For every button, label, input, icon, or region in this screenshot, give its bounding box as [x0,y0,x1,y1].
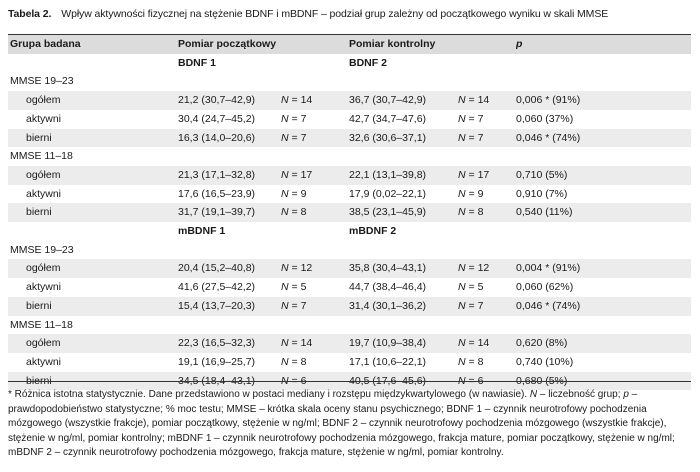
p-value: 0,680 (5%) [516,372,691,391]
initial-value: 16,3 (14,0–20,6) [178,129,281,148]
subheader-bdnf-1: BDNF 1 [178,56,216,69]
subheader-row-mbdnf [8,222,691,241]
control-value: 17,9 (0,02–22,1) [349,187,427,200]
row-label: bierni [8,129,178,148]
table-footnote [8,388,692,461]
initial-value: 19,1 (16,9–25,7) [178,355,256,368]
control-n: N = 7 [458,297,516,316]
footnote-n-symbol: N [529,389,538,400]
initial-value: 21,2 (30,7–42,9) [178,91,281,110]
control-n: N = 12 [458,259,516,278]
row-label: bierni [8,297,178,316]
initial-n: N = 12 [281,259,349,278]
initial-n: N = 6 [281,372,349,391]
p-value: 0,046 * (74%) [516,129,691,148]
p-value: 0,060 (37%) [516,112,574,125]
table-row [8,297,691,316]
control-n: N = 7 [458,112,484,125]
p-value: 0,710 (5%) [516,166,691,185]
header-p: p [516,35,691,54]
initial-value: 20,4 (15,2–40,8) [178,259,281,278]
group-row [8,147,691,166]
footnote-p-symbol: p [623,389,629,400]
subheader-mbdnf-2: mBDNF 2 [349,225,397,238]
table-row [8,110,691,129]
initial-value: 17,6 (16,5–23,9) [178,187,256,200]
initial-n: N = 5 [281,281,307,294]
control-n: N = 5 [458,281,484,294]
initial-value: 34,5 (18,4–43,1) [178,372,281,391]
table-caption-title: Wpływ aktywności fizycznej na stężenie BDNF i mBDNF – podział grup zależny od początkowego wyniku w skali MMSE [61,8,609,20]
table-row [8,353,691,372]
initial-value: 21,3 (17,1–32,8) [178,166,281,185]
results-table [8,35,691,390]
row-label: ogółem [8,166,178,185]
row-label: aktywni [26,355,62,368]
table-caption [8,8,608,20]
p-value: 0,620 (8%) [516,334,691,353]
table-row [8,278,691,297]
group-row [8,316,691,335]
p-value: 0,540 (11%) [516,203,691,222]
initial-n: N = 14 [281,91,349,110]
row-label: bierni [8,203,178,222]
initial-n: N = 9 [281,187,307,200]
table-row [8,166,691,185]
row-label: ogółem [8,259,178,278]
footnote-line1-tail: – liczebność grup; [539,389,621,400]
group-label: MMSE 11–18 [10,150,73,163]
table-row [8,334,691,353]
header-initial: Pomiar początkowy [178,35,349,54]
initial-n: N = 7 [281,297,349,316]
footnote-definitions: – prawdopodobieństwo statystyczne; % moc testu; MMSE – krótka skala oceny stanu psychicznego; BDNF 1 – czynnik neurotrofowy pochodzenia mózgowego (wszystkie frakcje), pomiar początkowy, stężenie w ng/ml; BDNF 2 – czynnik neurotrofowy pochodzenia mózgowego (wszystkie frakcje), stężenie w ng/ml, pomiar kontrolny; mBDNF 1 – czynnik neurotrofowy pochodzenia mózgowego, frakcja mature, pomiar początkowy, stężenie w ng/ml; mBDNF 2 – czynnik neurotrofowy pochodzenia mózgowego, frakcja mature, stężenie w ng/ml, pomiar kontrolny. [8,389,675,459]
row-label: ogółem [8,334,178,353]
group-label: MMSE 11–18 [10,318,73,331]
header-control: Pomiar kontrolny [349,35,516,54]
p-value: 0,006 * (91%) [516,91,691,110]
control-n: N = 9 [458,187,484,200]
control-value: 31,4 (30,1–36,2) [349,297,458,316]
control-n: N = 7 [458,129,516,148]
initial-n: N = 14 [281,334,349,353]
p-value: 0,004 * (91%) [516,259,691,278]
initial-n: N = 7 [281,112,307,125]
subheader-bdnf-2: BDNF 2 [349,56,387,69]
initial-n: N = 7 [281,129,349,148]
p-value: 0,740 (10%) [516,355,574,368]
row-label: aktywni [26,281,62,294]
initial-n: N = 17 [281,166,349,185]
control-value: 17,1 (10,6–22,1) [349,355,427,368]
group-row [8,72,691,91]
initial-value: 15,4 (13,7–20,3) [178,297,281,316]
row-label: bierni [8,372,178,391]
footnote-line1: * Różnica istotna statystycznie. Dane przedstawiono w postaci mediany i rozstępu międzykwartylowego (w nawiasie). [8,389,528,400]
control-n: N = 8 [458,203,516,222]
subheader-mbdnf-1: mBDNF 1 [178,225,226,238]
table-bottom-rule [8,381,691,382]
control-value: 44,7 (38,4–46,4) [349,281,427,294]
table-row [8,203,691,222]
initial-n: N = 8 [281,355,307,368]
control-n: N = 14 [458,334,516,353]
control-n: N = 14 [458,91,516,110]
initial-value: 30,4 (24,7–45,2) [178,112,256,125]
group-label: MMSE 19–23 [10,243,74,256]
control-value: 19,7 (10,9–38,4) [349,334,458,353]
control-value: 32,6 (30,6–37,1) [349,129,458,148]
initial-value: 41,6 (27,5–42,2) [178,281,256,294]
control-value: 22,1 (13,1–39,8) [349,166,458,185]
control-n: N = 17 [458,166,516,185]
row-label: ogółem [8,91,178,110]
subheader-row-bdnf [8,54,691,73]
control-n: N = 8 [458,355,484,368]
row-label: aktywni [26,112,62,125]
group-label: MMSE 19–23 [10,75,74,88]
control-value: 38,5 (23,1–45,9) [349,203,458,222]
p-value: 0,046 * (74%) [516,297,691,316]
row-label: aktywni [26,187,62,200]
initial-value: 22,3 (16,5–32,3) [178,334,281,353]
control-value: 36,7 (30,7–42,9) [349,91,458,110]
header-group: Grupa badana [8,35,178,54]
table-row [8,185,691,204]
p-value: 0,910 (7%) [516,187,568,200]
table-row [8,259,691,278]
table-row [8,91,691,110]
control-n: N = 6 [458,372,516,391]
control-value: 35,8 (30,4–43,1) [349,259,458,278]
group-row [8,241,691,260]
initial-n: N = 8 [281,203,349,222]
control-value: 40,5 (17,6–45,6) [349,372,458,391]
table-row [8,129,691,148]
table-caption-label: Tabela 2. [8,8,52,20]
control-value: 42,7 (34,7–47,6) [349,112,427,125]
table-header-row [8,35,691,54]
p-value: 0,060 (62%) [516,281,574,294]
initial-value: 31,7 (19,1–39,7) [178,203,281,222]
